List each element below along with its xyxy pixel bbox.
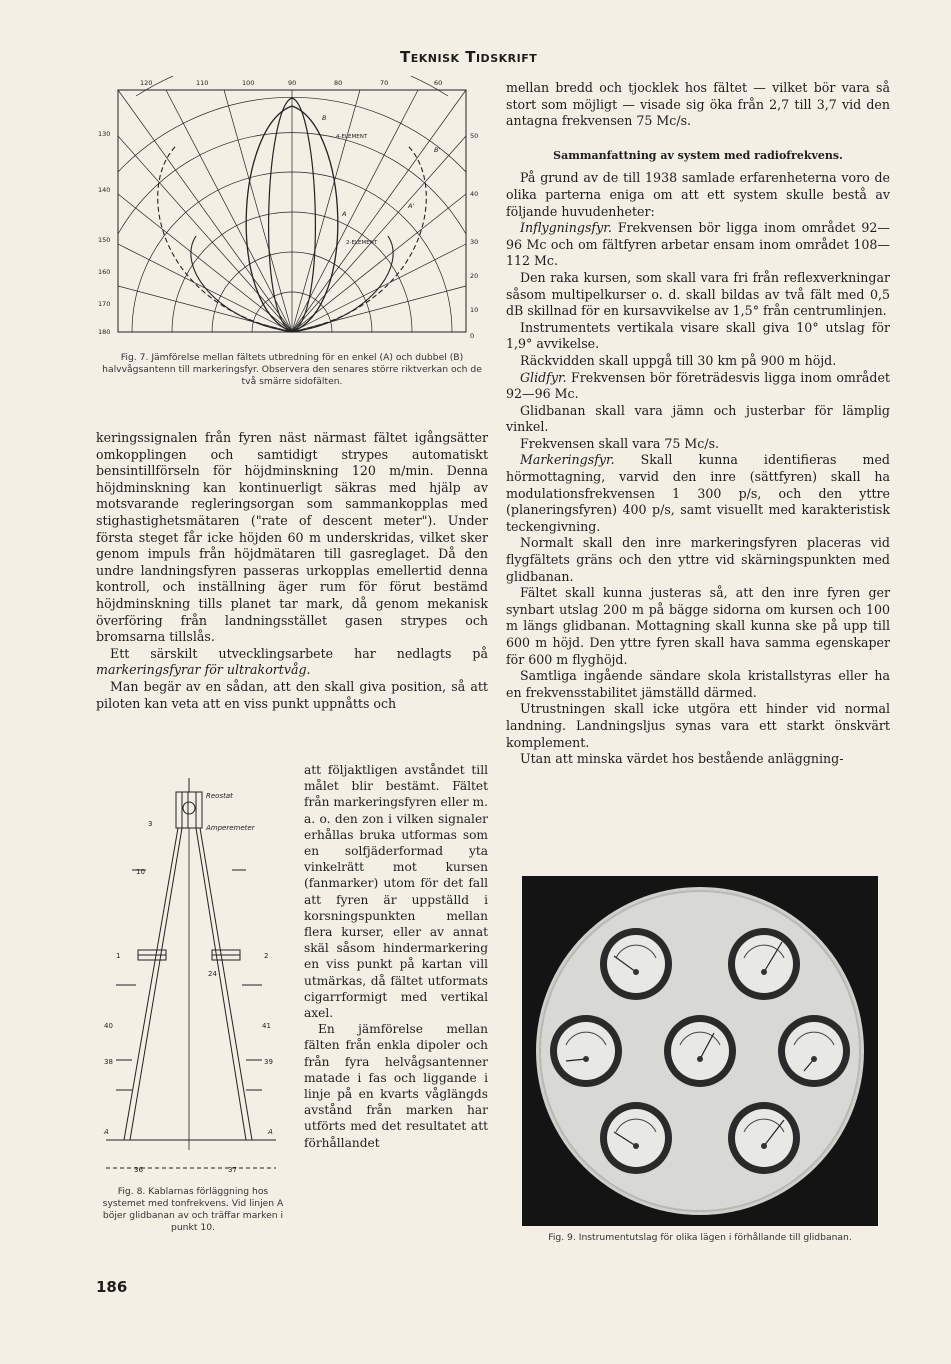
fig8-label-24: 24: [208, 970, 217, 978]
fig7-label-a: A: [342, 210, 347, 218]
fig7-top-tick: 90: [288, 79, 297, 87]
fig7-top-tick: 60: [434, 79, 443, 87]
figure-8-cable-layout: [96, 770, 296, 1182]
fig7-label-2element: 2-ELEMENT: [346, 240, 378, 246]
instrument-dial: [600, 1102, 672, 1174]
fig7-top-tick: 80: [334, 79, 343, 87]
fig7-right-tick: 0: [470, 332, 475, 340]
section-heading: Sammanfattning av system med radiofrekvens.: [553, 148, 843, 162]
markeringsfyr-label: Markeringsfyr.: [520, 452, 615, 468]
right-intro-paragraph: mellan bredd och tjocklek hos fältet — vilket bör vara så stort som möjligt — visade sig öka från 2,7 till 3,7 vid den antagna frekvensen 75 Mc/s.: [506, 80, 890, 129]
instrument-dial: [664, 1015, 736, 1087]
journal-title: Teknisk Tidskrift: [400, 48, 538, 66]
right-paragraph-1: På grund av de till 1938 samlade erfarenheterna voro de olika parterna eniga om att ett system skulle bestå av följande huvudenheter:: [506, 170, 890, 219]
figure-7-caption: Fig. 7. Jämförelse mellan fältets utbredning för en enkel (A) och dubbel (B) halvvågsantenn till markeringsfyr. Observera den senares större riktverkan och de två smärre sidofälten.: [102, 352, 482, 387]
fig7-right-tick: 30: [470, 238, 479, 246]
fig7-left-tick: 130: [98, 130, 111, 138]
fig8-label-2: 2: [264, 952, 269, 960]
right-paragraph-3: Instrumentets vertikala visare skall giva 10° utslag för 1,9° avvikelse.: [506, 319, 890, 352]
instrument-dial: [778, 1015, 850, 1087]
fig7-right-tick: 50: [470, 132, 479, 140]
right-paragraph-6: Frekvensen skall vara 75 Mc/s.: [520, 435, 720, 451]
right-paragraph-4: Räckvidden skall uppgå till 30 km på 900 m höjd.: [520, 352, 837, 368]
fig7-right-tick: 40: [470, 190, 479, 198]
left-narrow-text: [304, 762, 488, 1151]
figure-9-instrument-photo: [522, 876, 878, 1226]
right-paragraph-inflygningsfyr: [506, 220, 890, 270]
instrument-dial: [728, 928, 800, 1000]
fig7-top-tick: 100: [242, 79, 255, 87]
right-paragraph-2: Den raka kursen, som skall vara fri från reflexverkningar såsom multipelkurser o. d. skall bildas av två fält med 0,5 dB skillnad för en kursavvikelse av 1,5° från centrumlinjen.: [506, 269, 890, 319]
fig8-label-36: 36: [134, 1166, 143, 1174]
right-paragraph-glidfyr: [506, 370, 890, 403]
fig7-left-tick: 140: [98, 186, 111, 194]
fig8-label-reostat: Reostat: [206, 792, 233, 800]
right-paragraph-8: Fältet skall kunna justeras så, att den inre fyren ger synbart utslag 200 m på bägge sidorna om kursen och 100 m längs glidbanan. Mottagning skall kunna ske på upp till 600 m höjd. Den yttre fyren skall hava samma egenskaper för 600 m flyghöjd.: [506, 585, 890, 667]
instrument-dial: [728, 1102, 800, 1174]
fig7-left-tick: 180: [98, 328, 111, 336]
figure-8-caption: Fig. 8. Kablarnas förläggning hos systemet med tonfrekvens. Vid linjen A böjer glidbanan av och träffar marken i punkt 10.: [102, 1186, 284, 1233]
fig8-label-39: 39: [264, 1058, 273, 1066]
glidfyr-text: Frekvensen bör företrädesvis ligga inom området 92—96 Mc.: [506, 369, 890, 402]
fig7-label-b-prime: B': [434, 146, 441, 154]
right-paragraph-11: Utan att minska värdet hos bestående anläggning-: [520, 751, 844, 767]
fig8-label-a-right: A: [268, 1128, 273, 1136]
fig7-top-tick: 110: [196, 79, 209, 87]
left-paragraph-3: Man begär av en sådan, att den skall giva position, så att piloten kan veta att en viss punkt uppnåtts och: [96, 678, 488, 711]
fig7-right-tick: 20: [470, 272, 479, 280]
fig8-label-37: 37: [228, 1166, 237, 1174]
figure-7-field-pattern: [96, 76, 498, 348]
right-paragraph-10: Utrustningen skall icke utgöra ett hinder vid normal landning. Landningsljus synas vara ett starkt önskvärt komplement.: [506, 701, 890, 750]
instrument-dial: [550, 1015, 622, 1087]
left-narrow-paragraph-1: att följaktligen avståndet till målet blir bestämt. Fältet från markeringsfyren eller m. a. o. den zon i vilken signaler erhållas bruka utformas som en solfjäderformad yta vinkelrätt mot kursen (fanmarker) utom för det fall att fyren är uppställd i korsningspunkten mellan flera kurser, eller av annat skäl såsom hindermarkering en viss punkt på kartan vill utmärkas, då fältet utformats cigarrformigt med vertikal axel.: [304, 763, 488, 1021]
left-paragraph-2-text: Ett särskilt utvecklingsarbete har nedlagts på: [110, 645, 488, 661]
page-number: 186: [96, 1278, 128, 1296]
fig7-label-a-prime: A': [408, 202, 415, 210]
markeringsfyr-text: Skall kunna identifieras med hörmottagning, varvid den inre (sättfyren) skall ha modulationsfrekvensen 1 300 p/s, och den yttre (planeringsfyren) 400 p/s, samt visuellt med karakteristisk teckengivning.: [506, 452, 890, 534]
fig8-label-amperemeter: Amperemeter: [206, 824, 255, 832]
fig7-top-tick: 120: [140, 79, 153, 87]
fig7-label-4element: 4-ELEMENT: [336, 134, 368, 140]
right-paragraph-7: Normalt skall den inre markeringsfyren placeras vid flygfältets gräns och den yttre vid skärningspunkten med glidbanan.: [506, 535, 890, 584]
fig8-label-a-left: A: [104, 1128, 109, 1136]
figure-9-caption: Fig. 9. Instrumentutslag för olika lägen i förhållande till glidbanan.: [548, 1232, 852, 1243]
fig8-label-10: 10: [136, 868, 145, 876]
glidfyr-label: Glidfyr.: [520, 369, 567, 385]
fig8-label-41: 41: [262, 1022, 271, 1030]
right-paragraph-5: Glidbanan skall vara jämn och justerbar för lämplig vinkel.: [506, 402, 890, 435]
fig7-top-tick: 70: [380, 79, 389, 87]
right-paragraph-markeringsfyr: [506, 452, 890, 535]
inflygningsfyr-label: Inflygningsfyr.: [520, 220, 612, 236]
left-italic-fragment: markeringsfyrar för ultrakortvåg.: [96, 662, 311, 678]
right-paragraph-9: Samtliga ingående sändare skola kristallstyras eller ha en frekvensstabilitet jämställd därmed.: [506, 668, 890, 700]
left-narrow-paragraph-2: En jämförelse mellan fälten från enkla dipoler och från fyra helvågsantenner matade i fas och liggande i linje på en kvarts våglängds avstånd från marken har utförts med det resultatet att förhållandet: [304, 1022, 488, 1150]
fig7-left-tick: 170: [98, 300, 111, 308]
right-column-text: [506, 80, 890, 768]
instrument-dial: [600, 928, 672, 1000]
fig8-label-40: 40: [104, 1022, 113, 1030]
fig7-left-tick: 160: [98, 268, 111, 276]
fig8-label-38: 38: [104, 1058, 113, 1066]
fig7-right-tick: 10: [470, 306, 479, 314]
left-paragraph-1: keringssignalen från fyren näst närmast fältet igångsätter omkopplingen och samtidigt strypes automatiskt bensintillförseln för höjdminskning 120 m/min. Denna höjdminskning kan kontinuerligt säkras med hjälp av motsvarande regleringsorgan som sammankopplas med stighastighetsmätaren ("rate of descent meter"). Under första steget får icke höjden 60 m underskridas, vilket sker genom impuls från höjdmätaren till gasreglaget. Då den undre landningsfyren passeras urkopplas emellertid denna kontroll, och inställning äger rum för förut bestämd höjdminskning tills planet tar mark, då genom mekanisk överföring från landningsstället gasen strypes och bromsarna tillslås.: [96, 430, 488, 645]
fig8-label-1: 1: [116, 952, 121, 960]
left-column-text: [96, 430, 488, 712]
left-paragraph-2: [96, 646, 488, 679]
inflygningsfyr-text: Frekvensen bör ligga inom området 92—96 Mc och om fältfyren arbetar ensam inom området 108—112 Mc.: [506, 220, 890, 269]
fig7-label-b: B: [322, 114, 327, 122]
fig7-left-tick: 150: [98, 236, 111, 244]
fig8-label-3: 3: [148, 820, 153, 828]
